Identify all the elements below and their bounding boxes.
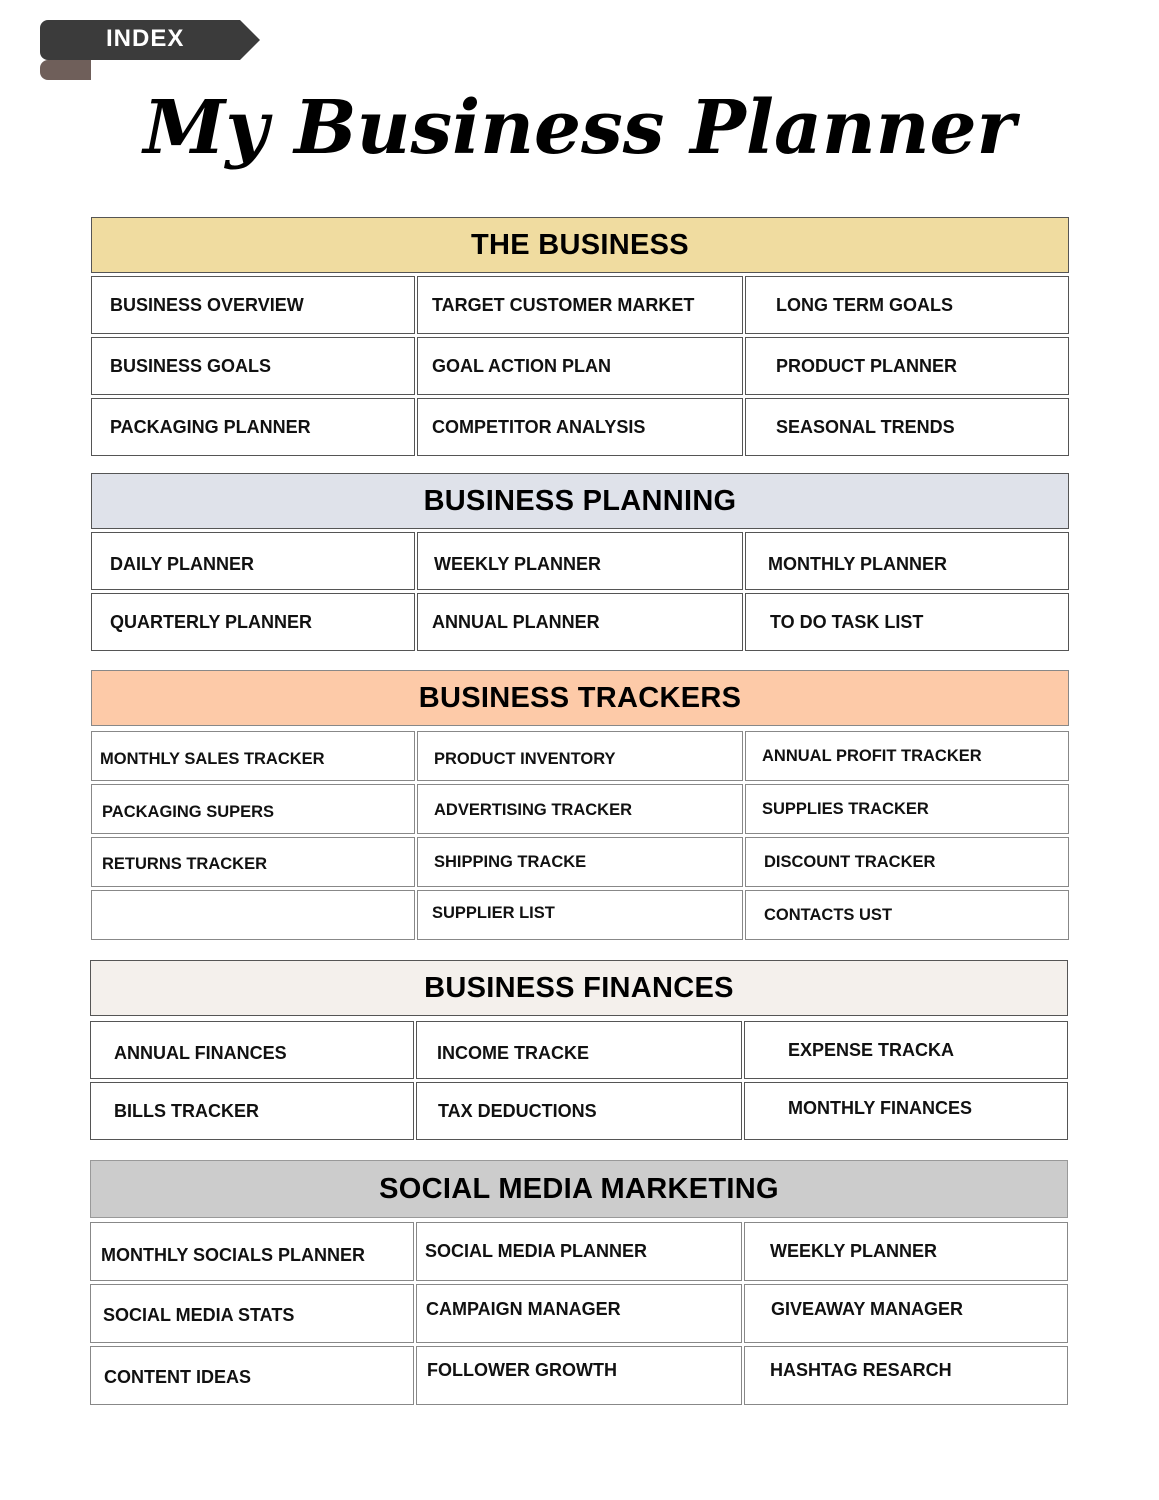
section-grid: [91, 731, 1069, 940]
index-link-empty[interactable]: [91, 890, 415, 940]
index-link[interactable]: GIVEAWAY MANAGER: [744, 1284, 1068, 1343]
index-link[interactable]: SOCIAL MEDIA PLANNER: [416, 1222, 742, 1281]
section-header: BUSINESS PLANNING: [91, 473, 1069, 529]
index-link[interactable]: MONTHLY SALES TRACKER: [91, 731, 415, 781]
index-link[interactable]: SEASONAL TRENDS: [745, 398, 1069, 456]
index-link[interactable]: INCOME TRACKE: [416, 1021, 742, 1079]
index-link[interactable]: TARGET CUSTOMER MARKET: [417, 276, 743, 334]
index-link[interactable]: DAILY PLANNER: [91, 532, 415, 590]
index-tab-flap: [40, 60, 91, 80]
index-link[interactable]: BUSINESS GOALS: [91, 337, 415, 395]
index-link[interactable]: CONTENT IDEAS: [90, 1346, 414, 1405]
page-title: My Business Planner: [143, 85, 1016, 171]
section-business-trackers: [91, 670, 1069, 940]
index-link[interactable]: LONG TERM GOALS: [745, 276, 1069, 334]
index-link[interactable]: QUARTERLY PLANNER: [91, 593, 415, 651]
index-link[interactable]: ANNUAL FINANCES: [90, 1021, 414, 1079]
section-header: THE BUSINESS: [91, 217, 1069, 273]
section-header: BUSINESS TRACKERS: [91, 670, 1069, 726]
index-link[interactable]: DISCOUNT TRACKER: [745, 837, 1069, 887]
index-link[interactable]: SUPPLIES TRACKER: [745, 784, 1069, 834]
section-grid: [90, 1222, 1068, 1405]
section-header: SOCIAL MEDIA MARKETING: [90, 1160, 1068, 1218]
index-link[interactable]: EXPENSE TRACKA: [744, 1021, 1068, 1079]
index-tab-label: INDEX: [106, 25, 185, 52]
index-link[interactable]: FOLLOWER GROWTH: [416, 1346, 742, 1405]
index-link[interactable]: MONTHLY SOCIALS PLANNER: [90, 1222, 414, 1281]
section-grid: [90, 1021, 1068, 1140]
index-link[interactable]: PACKAGING PLANNER: [91, 398, 415, 456]
index-link[interactable]: WEEKLY PLANNER: [417, 532, 743, 590]
section-grid: [91, 532, 1069, 651]
index-link[interactable]: SOCIAL MEDIA STATS: [90, 1284, 414, 1343]
index-link[interactable]: ANNUAL PLANNER: [417, 593, 743, 651]
index-link[interactable]: ANNUAL PROFIT TRACKER: [745, 731, 1069, 781]
index-link[interactable]: SHIPPING TRACKE: [417, 837, 743, 887]
section-business-finances: [90, 960, 1068, 1140]
index-link[interactable]: WEEKLY PLANNER: [744, 1222, 1068, 1281]
index-link[interactable]: TAX DEDUCTIONS: [416, 1082, 742, 1140]
index-link[interactable]: SUPPLIER LIST: [417, 890, 743, 940]
index-link[interactable]: PRODUCT INVENTORY: [417, 731, 743, 781]
index-link[interactable]: CONTACTS UST: [745, 890, 1069, 940]
section-business-planning: [91, 473, 1069, 651]
index-link[interactable]: PRODUCT PLANNER: [745, 337, 1069, 395]
index-link[interactable]: GOAL ACTION PLAN: [417, 337, 743, 395]
index-link[interactable]: BUSINESS OVERVIEW: [91, 276, 415, 334]
index-link[interactable]: ADVERTISING TRACKER: [417, 784, 743, 834]
index-link[interactable]: MONTHLY FINANCES: [744, 1082, 1068, 1140]
index-link[interactable]: CAMPAIGN MANAGER: [416, 1284, 742, 1343]
index-link[interactable]: HASHTAG RESARCH: [744, 1346, 1068, 1405]
index-tab[interactable]: [40, 20, 260, 80]
index-link[interactable]: TO DO TASK LIST: [745, 593, 1069, 651]
index-link[interactable]: BILLS TRACKER: [90, 1082, 414, 1140]
section-social-media-marketing: [90, 1160, 1068, 1405]
index-link[interactable]: PACKAGING SUPERS: [91, 784, 415, 834]
index-link[interactable]: RETURNS TRACKER: [91, 837, 415, 887]
section-header: BUSINESS FINANCES: [90, 960, 1068, 1016]
index-link[interactable]: MONTHLY PLANNER: [745, 532, 1069, 590]
index-link[interactable]: COMPETITOR ANALYSIS: [417, 398, 743, 456]
section-grid: [91, 276, 1069, 456]
section-the-business: [91, 217, 1069, 456]
